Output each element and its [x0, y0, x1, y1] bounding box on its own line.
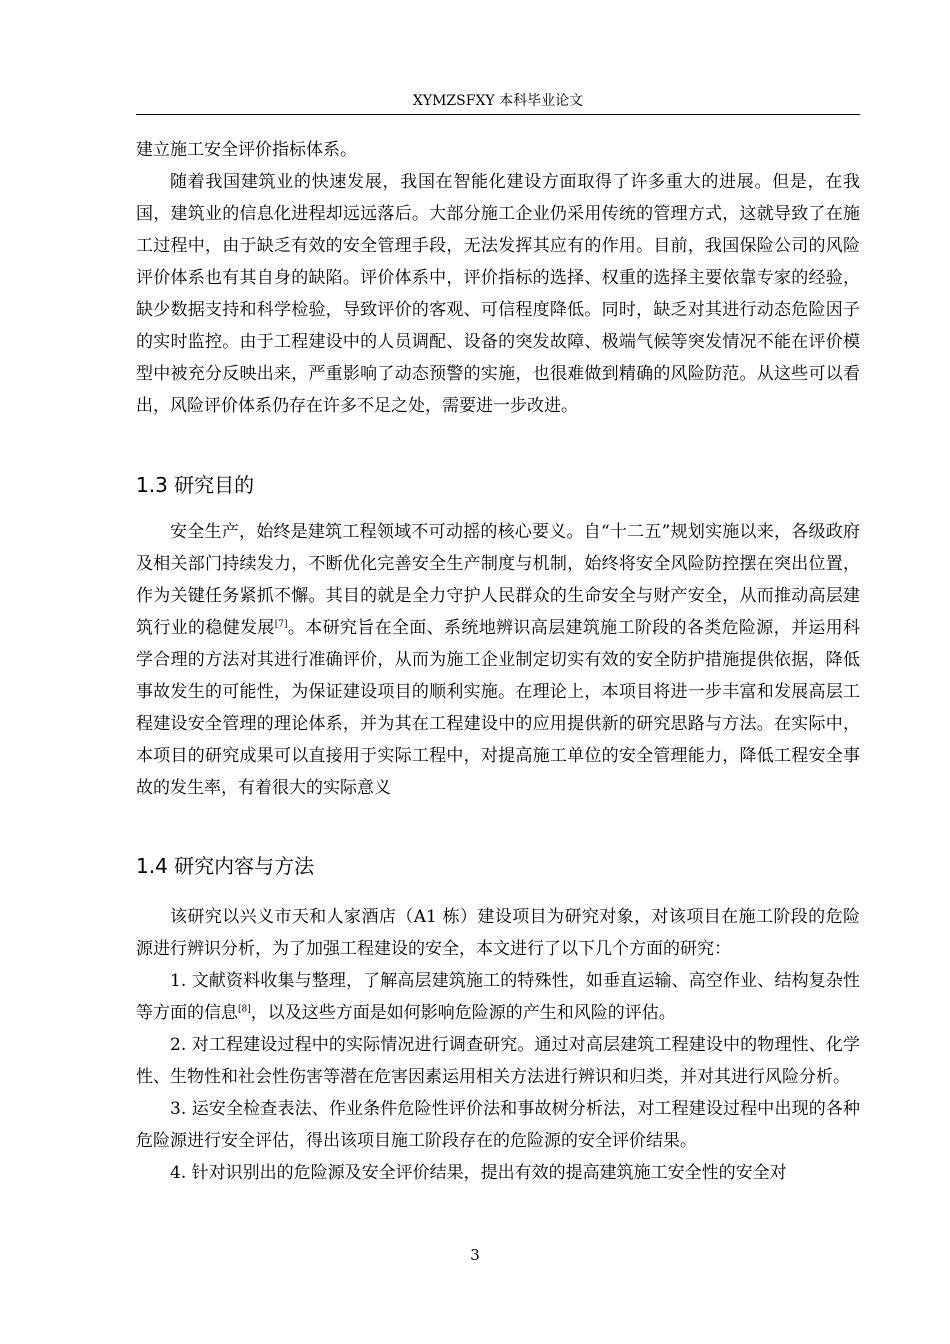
list-item: [136, 965, 860, 1029]
paragraph: [136, 516, 860, 804]
section-heading-1-3: 1.3 研究目的: [136, 473, 255, 497]
paragraph: 建立施工安全评价指标体系。: [136, 140, 357, 160]
section-1-4-body: [136, 901, 860, 1189]
list-item-text: ，以及这些方面是如何影响危险源的产生和风险的评估。: [250, 1003, 676, 1023]
running-header: XYMZSFXY 本科毕业论文: [136, 88, 860, 115]
paragraph-text: 安全生产，始终是建筑工程领域不可动摇的核心要义。自“十二五”规划实施以来，各级政府及相关部门持续发力，不断优化完善安全生产制度与机制，始终将安全风险防控摆在突出位置，作为关键任务紧抓不懈。其目的就是全力守护人民群众的生命安全与财产安全，从而推动高层建筑行业的稳健发展: [136, 522, 860, 638]
paragraph-text: 。本研究旨在全面、系统地辨识高层建筑施工阶段的各类危险源，并运用科学合理的方法对其进行准确评价，从而为施工企业制定切实有效的安全防护措施提供依据，降低事故发生的可能性，为保证建设项目的顺利实施。在理论上，本项目将进一步丰富和发展高层工程建设安全管理的理论体系，并为其在工程建设中的应用提供新的研究思路与方法。在实际中，本项目的研究成果可以直接用于实际工程中，对提高施工单位的安全管理能力，降低工程安全事故的发生率，有着很大的实际意义: [136, 618, 860, 798]
citation-ref: [8]: [238, 1004, 251, 1015]
page-number: 3: [470, 1246, 480, 1264]
citation-ref: [7]: [274, 619, 288, 630]
section-heading-1-4: 1.4 研究内容与方法: [136, 854, 315, 878]
list-item: 2. 对工程建设过程中的实际情况进行调查研究。通过对高层建筑工程建设中的物理性、化学性、生物性和社会性伤害等潜在危害因素运用相关方法进行辨识和归类，并对其进行风险分析。: [136, 1035, 860, 1087]
section-1-2-tail: [136, 134, 860, 422]
list-item: 4. 针对识别出的危险源及安全评价结果，提出有效的提高建筑施工安全性的安全对: [170, 1163, 787, 1183]
section-1-3-body: [136, 516, 860, 804]
list-item-text: 1. 文献资料收集与整理，了解高层建筑施工的特殊性，如垂直运输、高空作业、结构复杂性等方面的信息: [136, 971, 860, 1023]
list-item: 3. 运安全检查表法、作业条件危险性评价法和事故树分析法，对工程建设过程中出现的各种危险源进行安全评估，得出该项目施工阶段存在的危险源的安全评价结果。: [136, 1099, 860, 1151]
paragraph: 随着我国建筑业的快速发展，我国在智能化建设方面取得了许多重大的进展。但是，在我国，建筑业的信息化进程却远远落后。大部分施工企业仍采用传统的管理方式，这就导致了在施工过程中，由于缺乏有效的安全管理手段，无法发挥其应有的作用。目前，我国保险公司的风险评价体系也有其自身的缺陷。评价体系中，评价指标的选择、权重的选择主要依靠专家的经验，缺少数据支持和科学检验，导致评价的客观、可信程度降低。同时，缺乏对其进行动态危险因子的实时监控。由于工程建设中的人员调配、设备的突发故障、极端气候等突发情况不能在评价模型中被充分反映出来，严重影响了动态预警的实施，也很难做到精确的风险防范。从这些可以看出，风险评价体系仍存在许多不足之处，需要进一步改进。: [136, 172, 860, 416]
paragraph: 该研究以兴义市天和人家酒店（A1 栋）建设项目为研究对象，对该项目在施工阶段的危险源进行辨识分析，为了加强工程建设的安全，本文进行了以下几个方面的研究：: [136, 907, 860, 959]
